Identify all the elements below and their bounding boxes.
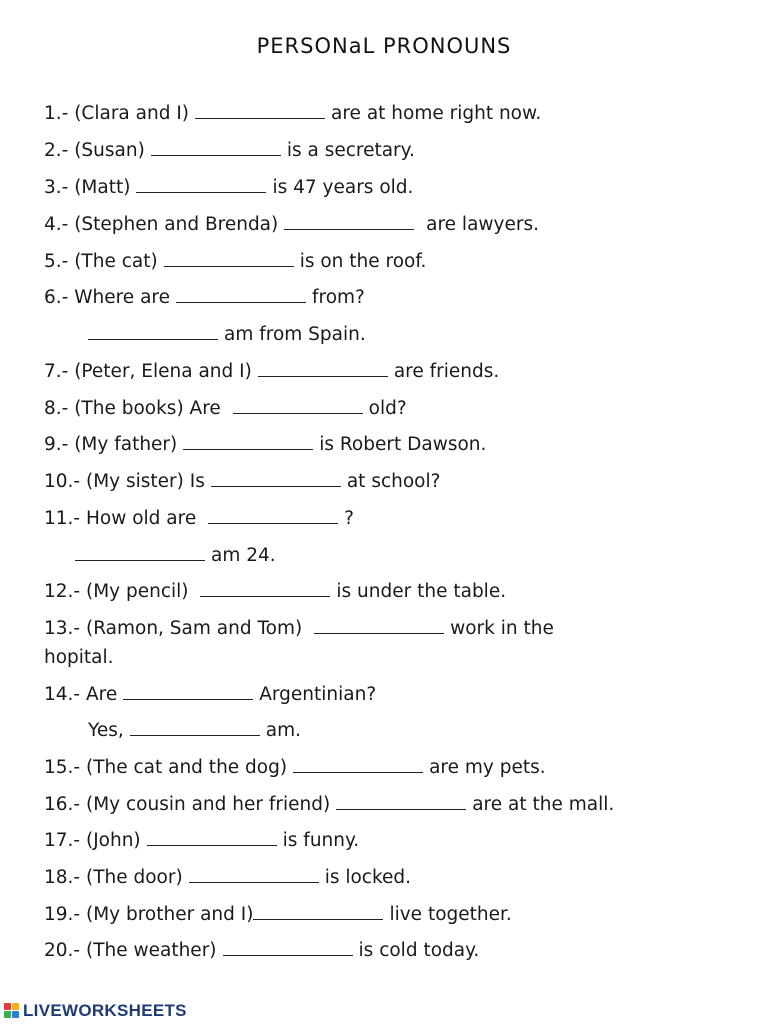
question-8-prompt: 8.- (The books) Are <box>44 398 227 419</box>
answer-blank-7[interactable] <box>258 362 388 377</box>
question-12-rest: is under the table. <box>336 581 507 602</box>
question-14 <box>44 684 376 706</box>
answer-blank-12[interactable] <box>200 582 330 597</box>
answer-blank-20[interactable] <box>223 941 353 956</box>
question-10-rest: at school? <box>346 471 441 492</box>
answer-blank-5[interactable] <box>164 252 294 267</box>
question-17-rest: is funny. <box>282 830 360 851</box>
question-4-rest: are lawyers. <box>420 214 539 235</box>
question-7-prompt: 7.- (Peter, Elena and I) <box>44 361 252 382</box>
answer-blank-3[interactable] <box>136 178 266 193</box>
question-3-rest: is 47 years old. <box>272 177 414 198</box>
question-19-prompt: 19.- (My brother and I) <box>44 904 254 925</box>
answer-blank-9[interactable] <box>183 435 313 450</box>
liveworksheets-footer <box>4 1000 187 1022</box>
answer-blank-6b[interactable] <box>88 325 218 340</box>
question-5-prompt: 5.- (The cat) <box>44 251 158 272</box>
question-20 <box>44 940 479 962</box>
question-14-answer-prompt: Yes, <box>88 720 124 741</box>
question-5-rest: is on the roof. <box>299 251 427 272</box>
liveworksheets-brand[interactable]: LIVEWORKSHEETS <box>23 1001 187 1020</box>
question-3 <box>44 177 413 199</box>
question-10 <box>44 471 440 493</box>
question-2 <box>44 140 415 162</box>
question-13 <box>44 618 554 640</box>
question-14-answer-line <box>88 720 301 742</box>
liveworksheets-logo-icon <box>4 1003 20 1019</box>
question-11-answer-rest: am 24. <box>211 545 276 566</box>
question-7 <box>44 361 499 383</box>
question-2-rest: is a secretary. <box>286 140 415 161</box>
answer-blank-17[interactable] <box>147 831 277 846</box>
question-19 <box>44 904 512 926</box>
question-16 <box>44 794 614 816</box>
question-17-prompt: 17.- (John) <box>44 830 141 851</box>
question-6-rest: from? <box>312 287 365 308</box>
question-18-rest: is locked. <box>324 867 412 888</box>
question-5 <box>44 251 426 273</box>
question-13-rest: work in the <box>450 618 554 639</box>
question-12-prompt: 12.- (My pencil) <box>44 581 195 602</box>
question-11 <box>44 508 354 530</box>
answer-blank-10[interactable] <box>211 472 341 487</box>
worksheet-title: PERSONaL PRONOUNS <box>256 34 512 58</box>
question-6 <box>44 287 365 309</box>
question-11-answer-line <box>75 545 276 567</box>
question-12 <box>44 581 506 603</box>
question-3-prompt: 3.- (Matt) <box>44 177 131 198</box>
answer-blank-14a[interactable] <box>123 685 253 700</box>
question-14-prompt: 14.- Are <box>44 684 118 705</box>
answer-blank-1[interactable] <box>195 104 325 119</box>
question-8-rest: old? <box>368 398 407 419</box>
question-1 <box>44 103 541 125</box>
question-15-prompt: 15.- (The cat and the dog) <box>44 757 288 778</box>
answer-blank-14b[interactable] <box>130 721 260 736</box>
question-13-continuation-text: hopital. <box>44 647 114 668</box>
question-4 <box>44 214 539 236</box>
question-19-rest: live together. <box>389 904 512 925</box>
question-7-rest: are friends. <box>393 361 500 382</box>
answer-blank-16[interactable] <box>336 795 466 810</box>
question-2-prompt: 2.- (Susan) <box>44 140 145 161</box>
answer-blank-4[interactable] <box>284 215 414 230</box>
question-4-prompt: 4.- (Stephen and Brenda) <box>44 214 279 235</box>
question-16-prompt: 16.- (My cousin and her friend) <box>44 794 331 815</box>
answer-blank-13[interactable] <box>314 619 444 634</box>
question-11-rest: ? <box>344 508 354 529</box>
question-9 <box>44 434 486 456</box>
answer-blank-19[interactable] <box>253 905 383 920</box>
question-15-rest: are my pets. <box>429 757 546 778</box>
answer-blank-11b[interactable] <box>75 546 205 561</box>
question-10-prompt: 10.- (My sister) Is <box>44 471 205 492</box>
question-9-rest: is Robert Dawson. <box>319 434 487 455</box>
question-6-answer-line <box>88 324 366 346</box>
question-6-prompt: 6.- Where are <box>44 287 170 308</box>
question-13-prompt: 13.- (Ramon, Sam and Tom) <box>44 618 309 639</box>
question-18 <box>44 867 411 889</box>
question-6-answer-rest: am from Spain. <box>224 324 366 345</box>
question-14-answer-rest: am. <box>265 720 301 741</box>
question-13-continuation <box>44 647 114 669</box>
answer-blank-15[interactable] <box>293 758 423 773</box>
question-20-rest: is cold today. <box>358 940 480 961</box>
question-8 <box>44 398 407 420</box>
question-20-prompt: 20.- (The weather) <box>44 940 217 961</box>
answer-blank-11a[interactable] <box>208 509 338 524</box>
answer-blank-18[interactable] <box>189 868 319 883</box>
question-18-prompt: 18.- (The door) <box>44 867 183 888</box>
question-1-rest: are at home right now. <box>331 103 542 124</box>
answer-blank-2[interactable] <box>151 141 281 156</box>
question-16-rest: are at the mall. <box>472 794 615 815</box>
question-17 <box>44 830 359 852</box>
question-15 <box>44 757 546 779</box>
answer-blank-6a[interactable] <box>176 288 306 303</box>
answer-blank-8[interactable] <box>233 399 363 414</box>
question-9-prompt: 9.- (My father) <box>44 434 178 455</box>
question-1-prompt: 1.- (Clara and I) <box>44 103 190 124</box>
question-11-prompt: 11.- How old are <box>44 508 203 529</box>
question-14-rest: Argentinian? <box>259 684 377 705</box>
